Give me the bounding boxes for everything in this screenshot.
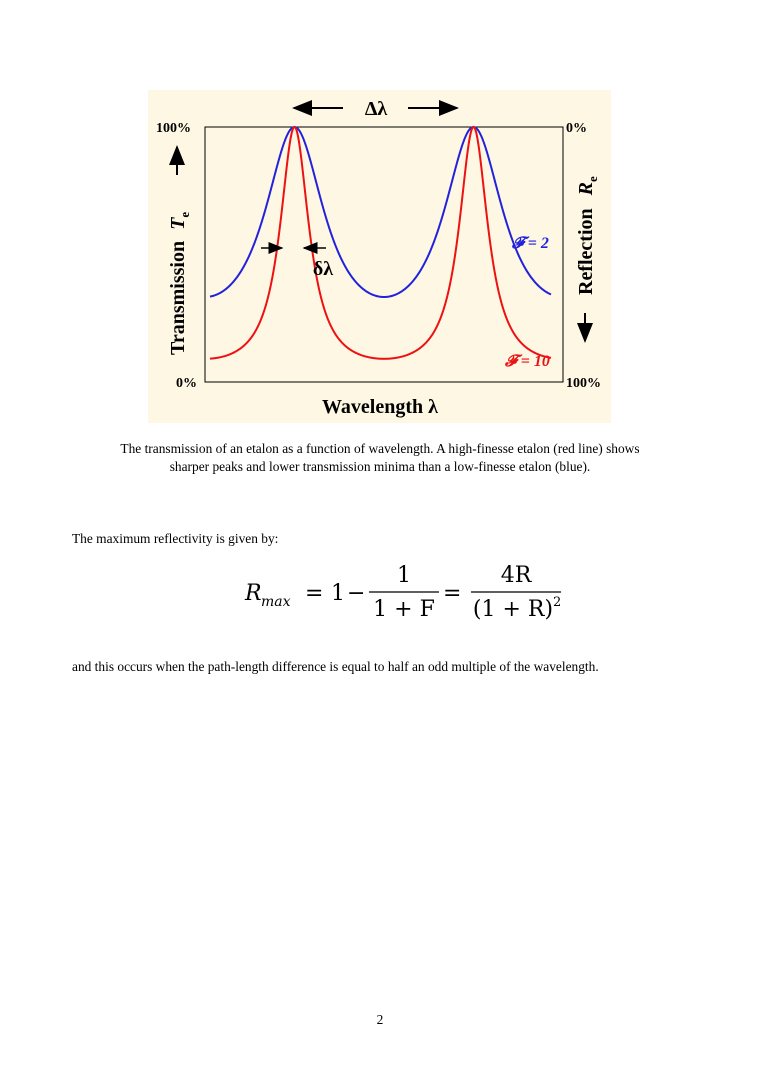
paragraph-conclusion: and this occurs when the path-length difference is equal to half an odd multiple of the wavelength. (72, 659, 599, 674)
page-number: 2 (376, 1012, 384, 1027)
series-line-high-finesse (210, 127, 551, 359)
formula-minus: − (347, 581, 366, 606)
max-reflectivity-formula (243, 560, 573, 630)
x-axis-label: Wavelength λ (322, 396, 438, 418)
red-series-label: 𝓕 = 10 (505, 353, 550, 370)
formula-den-2-exp: 2 (553, 595, 562, 610)
formula-den-1: 1 + F (373, 597, 435, 622)
formula-num-2: 4R (500, 563, 532, 588)
etalon-chart (148, 90, 611, 423)
right-top-tick: 0% (566, 121, 587, 136)
plot-frame (205, 127, 563, 382)
caption-line-2: sharper peaks and lower transmission minima than a low-finesse etalon (blue). (169, 459, 591, 474)
right-axis-label (575, 176, 600, 341)
svg-text:Transmission Te: Transmission $T_e$ (167, 211, 192, 355)
delta-lambda-label: Δλ (364, 98, 388, 120)
formula-eq-1: = (305, 581, 324, 606)
left-top-tick: 100% (156, 121, 191, 136)
formula-one: 1 (331, 581, 345, 606)
fwhm-label: δλ (312, 258, 334, 280)
formula-den-2: (1 + R) (472, 597, 554, 622)
formula-num-1: 1 (397, 563, 411, 588)
right-bottom-tick: 100% (566, 376, 601, 391)
blue-series-label: 𝓕 = 2 (512, 235, 549, 252)
left-bottom-tick: 0% (176, 376, 197, 391)
paragraph-intro: The maximum reflectivity is given by: (72, 531, 279, 546)
etalon-transmission-figure (148, 90, 611, 423)
formula-lhs: R (245, 581, 262, 606)
left-axis-label (167, 147, 192, 355)
formula-eq-2: = (443, 581, 462, 606)
formula-lhs-sub: max (261, 594, 291, 610)
svg-text:Reflection Re: Reflection $R_e$ (575, 176, 600, 295)
caption-line-1: The transmission of an etalon as a function of wavelength. A high-finesse etalon (red line) shows (120, 441, 640, 456)
figure-caption (70, 440, 690, 476)
series-line-low-finesse (210, 127, 551, 297)
